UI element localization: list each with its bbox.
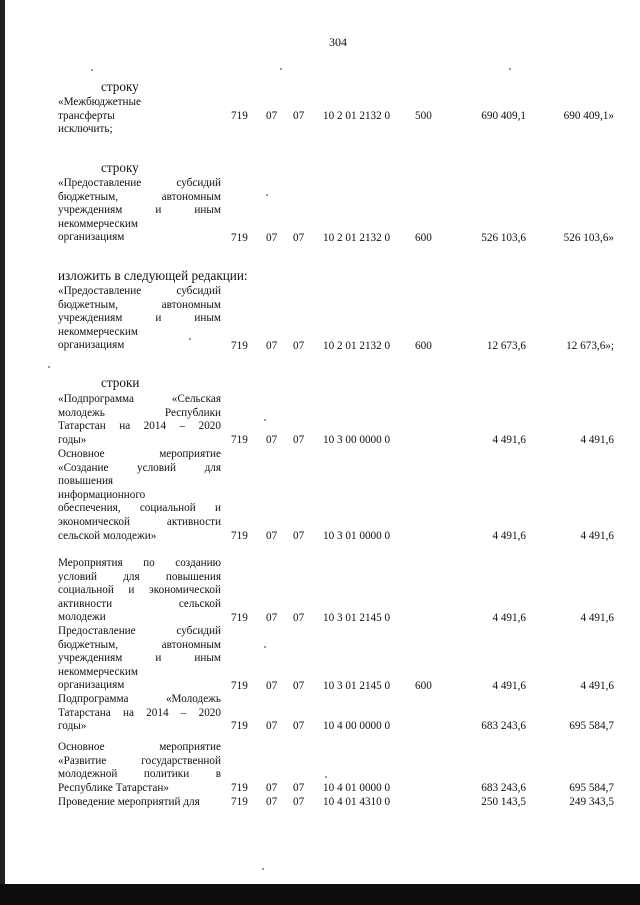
amount-year-1: 683 243,6 bbox=[481, 720, 526, 732]
amount-year-2: 12 673,6»; bbox=[566, 340, 614, 352]
amount-year-2: 695 584,7 bbox=[569, 720, 614, 732]
amount-year-1: 4 491,6 bbox=[492, 612, 526, 624]
expense-type-code: 600 bbox=[415, 680, 432, 692]
row-name-line: «Подпрограмма «Сельская bbox=[58, 393, 221, 405]
heading-izlozhit: изложить в следующей редакции: bbox=[58, 268, 248, 283]
section-code: 07 bbox=[266, 110, 278, 122]
row-name-line: организациям bbox=[58, 231, 125, 244]
target-article-code: 10 3 01 2145 0 bbox=[323, 680, 391, 692]
ministry-code: 719 bbox=[231, 232, 248, 244]
expense-type-code: 600 bbox=[415, 232, 432, 244]
ministry-code: 719 bbox=[231, 680, 248, 692]
row-name-line: активности сельской bbox=[58, 597, 221, 610]
subsection-code: 07 bbox=[293, 612, 305, 624]
section-code: 07 bbox=[266, 612, 278, 624]
heading-stroku: строку bbox=[101, 160, 139, 175]
row-name-line: информационного bbox=[58, 488, 146, 501]
target-article-code: 10 3 00 0000 0 bbox=[323, 434, 391, 446]
scan-speck bbox=[280, 68, 282, 70]
ministry-code: 719 bbox=[231, 530, 248, 542]
scan-speck bbox=[264, 646, 266, 648]
row-name bbox=[58, 177, 221, 245]
target-article-code: 10 3 01 2145 0 bbox=[323, 612, 391, 624]
row-name-line: обеспечения, социальной и bbox=[58, 502, 221, 515]
target-article-code: 10 2 01 2132 0 bbox=[323, 110, 391, 122]
row-name-line: некоммерческим bbox=[58, 217, 138, 230]
subsection-code: 07 bbox=[293, 110, 305, 122]
amount-year-2: 695 584,7 bbox=[569, 782, 614, 794]
row-name bbox=[58, 625, 221, 693]
subsection-code: 07 bbox=[293, 530, 305, 542]
row-name bbox=[58, 285, 221, 353]
target-article-code: 10 3 01 0000 0 bbox=[323, 530, 391, 542]
ministry-code: 719 bbox=[231, 612, 248, 624]
row-name-line: организациям bbox=[58, 339, 125, 352]
amount-year-2: 690 409,1» bbox=[563, 110, 614, 122]
row-name-line: Предоставление субсидий bbox=[58, 625, 221, 637]
row-name-line: Основное мероприятие bbox=[58, 448, 221, 460]
amount-year-1: 690 409,1 bbox=[481, 110, 526, 122]
ministry-code: 719 bbox=[231, 720, 248, 732]
row-name bbox=[58, 693, 221, 734]
row-name-line: Мероприятия по созданию bbox=[58, 557, 221, 569]
ministry-code: 719 bbox=[231, 434, 248, 446]
scan-speck bbox=[91, 69, 93, 71]
ministry-code: 719 bbox=[231, 110, 248, 122]
row-name-line: бюджетным, автономным bbox=[58, 298, 221, 311]
row-name-line: экономической активности bbox=[58, 515, 221, 528]
amount-year-1: 526 103,6 bbox=[481, 232, 526, 244]
subsection-code: 07 bbox=[293, 232, 305, 244]
section-code: 07 bbox=[266, 796, 278, 808]
row-name bbox=[58, 557, 221, 625]
row-name-line: некоммерческим bbox=[58, 665, 138, 678]
page-number: 304 bbox=[329, 35, 347, 49]
section-code: 07 bbox=[266, 680, 278, 692]
row-name-line: Проведение мероприятий для bbox=[58, 796, 200, 808]
ministry-code: 719 bbox=[231, 796, 248, 808]
section-code: 07 bbox=[266, 434, 278, 446]
row-name-line: молодежь Республики bbox=[58, 406, 221, 419]
row-name bbox=[58, 393, 221, 447]
section-code: 07 bbox=[266, 720, 278, 732]
row-name bbox=[58, 96, 221, 137]
scan-bottom-edge bbox=[0, 884, 640, 905]
amount-year-1: 4 491,6 bbox=[492, 530, 526, 542]
amount-year-2: 4 491,6 bbox=[580, 530, 614, 542]
amount-year-1: 4 491,6 bbox=[492, 434, 526, 446]
row-name-line: условий для повышения bbox=[58, 570, 221, 583]
amount-year-2: 4 491,6 bbox=[580, 680, 614, 692]
row-name-line: Подпрограмма «Молодежь bbox=[58, 693, 221, 705]
row-name bbox=[58, 796, 221, 810]
row-name-line: «Создание условий для bbox=[58, 461, 221, 474]
row-name-line: годы» bbox=[58, 433, 87, 446]
subsection-code: 07 bbox=[293, 434, 305, 446]
row-name-line: Основное мероприятие bbox=[58, 741, 221, 753]
row-name-line: молодежной политики в bbox=[58, 768, 221, 781]
ministry-code: 719 bbox=[231, 340, 248, 352]
row-name-line: учреждениям и иным bbox=[58, 204, 221, 217]
row-name-line: учреждениям и иным bbox=[58, 312, 221, 325]
row-name-line: бюджетным, автономным bbox=[58, 638, 221, 651]
amount-year-1: 683 243,6 bbox=[481, 782, 526, 794]
row-name-line: некоммерческим bbox=[58, 325, 138, 338]
row-name-line: Татарстана на 2014 – 2020 bbox=[58, 706, 221, 719]
row-name-line: «Предоставление субсидий bbox=[58, 177, 221, 189]
target-article-code: 10 4 01 4310 0 bbox=[323, 796, 391, 808]
scan-speck bbox=[509, 68, 511, 70]
row-name-line: Республике Татарстан» bbox=[58, 781, 169, 794]
scan-speck bbox=[325, 776, 327, 778]
subsection-code: 07 bbox=[293, 782, 305, 794]
row-name-line: бюджетным, автономным bbox=[58, 190, 221, 203]
row-name-line: повышения bbox=[58, 475, 114, 488]
target-article-code: 10 4 00 0000 0 bbox=[323, 720, 391, 732]
target-article-code: 10 4 01 0000 0 bbox=[323, 782, 391, 794]
row-name-line: «Развитие государственной bbox=[58, 754, 221, 767]
amount-year-1: 12 673,6 bbox=[486, 340, 526, 352]
subsection-code: 07 bbox=[293, 680, 305, 692]
expense-type-code: 600 bbox=[415, 340, 432, 352]
row-name bbox=[58, 741, 221, 795]
section-code: 07 bbox=[266, 530, 278, 542]
row-name-line: сельской молодежи» bbox=[58, 529, 157, 542]
scan-speck bbox=[48, 366, 50, 368]
row-name-line: трансферты bbox=[58, 109, 115, 122]
row-name-line: Татарстан на 2014 – 2020 bbox=[58, 420, 221, 433]
row-name-line: исключить; bbox=[58, 123, 113, 136]
row-name-line: социальной и экономической bbox=[58, 584, 221, 597]
subsection-code: 07 bbox=[293, 340, 305, 352]
heading-stroku: строку bbox=[101, 79, 139, 94]
amount-year-2: 4 491,6 bbox=[580, 434, 614, 446]
subsection-code: 07 bbox=[293, 720, 305, 732]
amount-year-2: 4 491,6 bbox=[580, 612, 614, 624]
scan-speck bbox=[262, 868, 264, 870]
section-code: 07 bbox=[266, 232, 278, 244]
ministry-code: 719 bbox=[231, 782, 248, 794]
amount-year-2: 249 343,5 bbox=[569, 796, 614, 808]
row-name-line: молодежи bbox=[58, 611, 106, 624]
amount-year-2: 526 103,6» bbox=[563, 232, 614, 244]
section-code: 07 bbox=[266, 340, 278, 352]
scan-speck bbox=[264, 419, 266, 421]
scan-speck bbox=[266, 194, 268, 196]
row-name-line: организациям bbox=[58, 679, 125, 692]
amount-year-1: 250 143,5 bbox=[481, 796, 526, 808]
heading-stroki: строки bbox=[101, 375, 140, 390]
row-name-line: «Межбюджетные bbox=[58, 96, 142, 108]
row-name bbox=[58, 448, 221, 543]
target-article-code: 10 2 01 2132 0 bbox=[323, 232, 391, 244]
row-name-line: годы» bbox=[58, 720, 87, 733]
amount-year-1: 4 491,6 bbox=[492, 680, 526, 692]
section-code: 07 bbox=[266, 782, 278, 794]
subsection-code: 07 bbox=[293, 796, 305, 808]
scan-left-edge bbox=[0, 0, 5, 905]
row-name-line: учреждениям и иным bbox=[58, 652, 221, 665]
expense-type-code: 500 bbox=[415, 110, 432, 122]
row-name-line: «Предоставление субсидий bbox=[58, 285, 221, 297]
target-article-code: 10 2 01 2132 0 bbox=[323, 340, 391, 352]
